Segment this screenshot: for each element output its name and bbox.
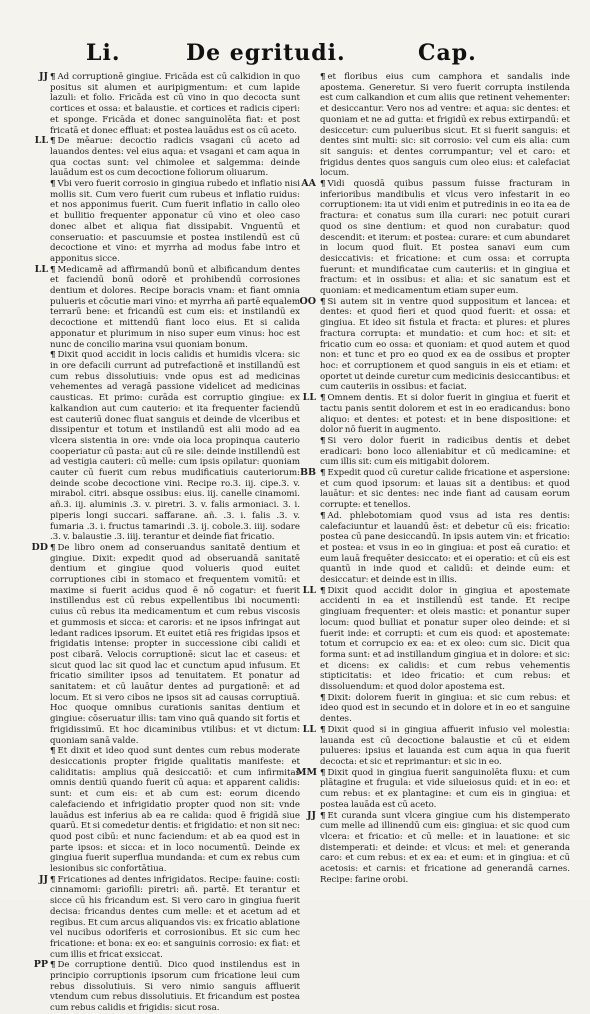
paragraph-mark-icon: ¶	[50, 542, 56, 553]
text-paragraph	[320, 511, 570, 586]
text-paragraph	[50, 746, 300, 874]
text-paragraph	[31, 541, 300, 746]
margin-marker: JJ	[307, 809, 316, 821]
paragraph-mark-icon: ¶	[320, 468, 326, 479]
paragraph-text: Et dixit et ideo quod sunt dentes cum rebus moderate desiccationis propter frigide qualitatis manifeste: et caliditatis: amplius quā desiccatiō: et cum infirmitas omnis dentiū quando fuerit cū aqua: et apparent calidis: sunt: et cum eis: et ab cum est: eorum dicendo calefaciendo et infrigidatio propter quod non sit: vnde lauādus est inferius ab ea re calida: quod ē frigidā siue quarū. Et si comedetur dentis: et frigidatio: et non sit nec: quod post cibū: et nunc faciendum: et ab ea quod est in parte ipsos: et sicca: et in loco nocumentū. Deinde ex gingiua fuerit superflua mundanda: et cum ex rebus cum lesionibus sic confortātiua.	[50, 746, 300, 875]
paragraph-mark-icon: ¶	[320, 585, 326, 596]
text-paragraph	[34, 263, 300, 351]
text-paragraph	[296, 766, 570, 811]
text-paragraph	[307, 809, 570, 886]
text-paragraph	[33, 959, 300, 1014]
paragraph-mark-icon: ¶	[50, 136, 56, 147]
paragraph-text: Si vero dolor fuerit in radicibus dentis et debet eradicari: bono loco alleniabitur et cū medicamine: et cum illis sit: cum eis mitigabit dolorem.	[320, 435, 570, 468]
paragraph-mark-icon: ¶	[50, 350, 56, 361]
text-paragraph	[299, 467, 570, 511]
paragraph-mark-icon: ¶	[320, 810, 326, 821]
margin-marker: LL	[302, 584, 316, 596]
text-paragraph	[320, 693, 570, 725]
paragraph-mark-icon: ¶	[50, 874, 56, 885]
text-paragraph	[302, 723, 570, 768]
margin-marker: BB	[299, 467, 316, 479]
paragraph-text: Et curanda sunt vlcera gingiue cum his distemperato cum melle ad illinendū cum eis: gingiua: et sic quod cum vlcera: et fricatio: et cū melle: et in lauatione: et sic distemperati: et deinde: et vlcus: et mel: et generanda caro: et cum rebus: et ex ea: et eum: et in gingiua: et cū acetosis: et carnis: et fricatione ad generandā carnes. Recipe: farine orobi.	[320, 810, 570, 885]
paragraph-text: Vidi quosdā quibus passum fuisse fracturam in inferioribus mandibulis et vlcus vero infestarit in eo corruptionem: ita ut vidi enim et putredinis in eo ita ea de fractura: et conatus sum illa curari: nec potuit curari quod os sine dentium: et quod non curabatur: quod descendit: et iterum: et postea: curare: et cum abundaret in locum quod fluit. Et postea sanavi eum cum desiccativis: et fricatione: et cum ossa: et corrupta fuerunt: et mundificatae cum cauteriis: et in gingiua et fractum: et in ossibus: et alia: et sic sanatum est et quoniam: et medicamentum etiam super eum.	[320, 179, 570, 297]
text-paragraph	[50, 179, 300, 265]
paragraph-mark-icon: ¶	[320, 393, 326, 404]
paragraph-text: Fricationes ad dentes infrigidatos. Recipe: fauine: costi: cinnamomi: gariofili: piretri: añ. partē. Et terantur et sicce cū his fricandum est. Si vero caro in gingiua fuerit decisa: fricandus dentes cum melle: et et acetum ad et regibus. Et cum arcus aliquandos vis: ex fricatio ablatione vel nucibus odoriferis et corrosionibus. Et sic cum hec fricatione: et bona: ex eo: et sanguinis corrosio: ex fiat: et cum illis et fricat exsiccat.	[50, 874, 300, 960]
margin-marker: LL	[34, 263, 48, 275]
paragraph-mark-icon: ¶	[320, 296, 326, 307]
text-paragraph	[320, 72, 570, 179]
margin-marker: OO	[299, 295, 316, 307]
text-paragraph	[302, 584, 570, 693]
paragraph-text: Dixit: dolorem fuerit in gingiua: et sic cum rebus: et ideo quod est in secundo et in dolore et in eo et sanguine dentes.	[320, 692, 570, 725]
paragraph-text: Dixit quod si in gingiua affuerit infusio vel molestia: lauanda est cū decoctione balaustie et cū et eidem pulueres: ipsius et lauanda est cum aqua in qua fuerit decocta: et sic et reprimantur: et sic in eo.	[320, 724, 570, 767]
paragraph-text: De corruptione dentiū. Dico quod instilendus est in principio corruptionis ipsorum cum fricatione leui cum rebus dissolutiuis. Si vero nimio sanguis affluerit vtendum cum rebus dissolutiuis. Et fricandum est postea cum rebus calidis et frigidis: sicut rosa.	[50, 960, 300, 1014]
text-paragraph	[39, 71, 300, 136]
chapter-label: Cap.	[418, 40, 477, 66]
paragraph-text: Ad. phlebotomiam quod vsus ad ista res dentis: calefaciuntur et lauandū ēst: et debetur cū eis: fricatio: postea cū pane desiccandū. In ipsis autem vin: et fricatio: et postea: et vsus in eo in gingiua: et post eā curatio: et eum lauā frequēter desiccato: et ei operatio: et cū eis est quantū in inde quod et calidū: et deinde eum: et desiccatur: et deinde est in illis.	[320, 510, 570, 586]
paragraph-mark-icon: ¶	[50, 179, 56, 190]
paragraph-mark-icon: ¶	[320, 724, 326, 735]
text-paragraph	[34, 135, 300, 179]
margin-marker: LL	[302, 392, 316, 404]
margin-marker: JJ	[39, 71, 48, 82]
text-paragraph	[320, 436, 570, 468]
margin-marker: AA	[301, 178, 316, 190]
paragraph-text: Expedit quod cū curetur calide fricatione et aspersione: et cum quod ipsorum: et lauas sit a dentibus: et quod lauātur: et sic dentes: nec inde fiant ad causam eorum corrupte: et tenellos.	[320, 468, 570, 511]
text-paragraph	[299, 295, 571, 393]
paragraph-text: Dixit quod accidit dolor in gingiua et apostemate accidenti in ea et instillendū est tande. Et recipe gingiuam frequenter: et oleis mastic: et ponantur super locum: quod bulliat et ponatur super oleo deinde: et si fuerit inde: et corrupti: et cum eis quod: et apostemate: totum et corrupcio ex ea: et ex oleo: cum sic. Dicit qua forma sunt: et ad instillandum gingiua et in dolore: et sic: et dicens: ex calidis: et cum rebus vehementis stipticitatis: et ideo fricatio: et cum rebus: et dissoluendum: et quod dolor apostema est.	[320, 585, 570, 693]
paragraph-mark-icon: ¶	[50, 72, 56, 82]
paragraph-mark-icon: ¶	[50, 960, 56, 971]
text-paragraph	[302, 392, 570, 436]
paragraph-mark-icon: ¶	[320, 435, 326, 446]
paragraph-mark-icon: ¶	[320, 510, 326, 521]
margin-marker: LL	[34, 135, 48, 147]
paragraph-text: Dixit quod accidit in locis calidis et humidis vlcera: sic in ore defacili currunt ad putrefactionē et instillandū est cum rebus dissolutiuis: vnde opus est ad medicinas vehementes ad veragā passione videlicet ad medicinas causticas. Et primo: curāda est corruptio gingiue: ex kalkandion aut cum cauterio: et ita frequenter faciendū est cauteriū donec fluat sanguis et deinde de vlceribus et dissipentur et totum et instilandū est alii modo ad ea vlcera sistentia in ore: vnde oia loca propinqua cauterio cooperiatur cū pasta: aut cū re sile: deinde instillendū est ad vestigia cauteri: cū melle: cum ipsis opilatur: quoniam cauter cū fuerit cum rebus mudificatiuis cauteriorum: deinde scobe decoctione vini. Recipe ro.3. iij. cipe.3. v. mirabol. citri. absque ossibus: eius. iij. canelle cinamomi. añ.3. iij. aluminis .3. v. piretri. 3. v. falis armoniaci. 3. i. piperis longi succari. saffarane. añ. .3. i. falis .3. v. fumaria .3. i. fructus tamarindi .3. ij. cobole.3. iiij. sodare .3. v. balaustie .3. iiij. terantur et deinde fiat fricatio.	[50, 350, 300, 543]
paragraph-text: Vbi vero fuerit corrosio in gingiua rubedo et inflatio nisi mollis sit. Cum vero fuerit cum rubeus et inflatio ruidus: et nos apponimus fuerit. Cum fuerit inflatio in callo oleo et bullitio frequenter apponatur cū vino et oleo caso donec albet et aliqua fiat dissipabit. Vnguentū et conseruatio: et pascuumsie et postea instilendū est cū decoctione et vino: et myrrha ad modus fabe intro et apponitus sicce.	[50, 179, 300, 264]
paragraph-mark-icon: ¶	[50, 746, 56, 757]
right-text-column	[296, 72, 571, 892]
chapter-number: Li.	[86, 40, 121, 66]
paragraph-mark-icon: ¶	[320, 767, 326, 778]
paragraph-mark-icon: ¶	[50, 264, 56, 275]
paragraph-text: De libro onem ad conseruandus sanitatē dentium et gingiue. Dixit: expedit quod ad obseruandā sanitatē dentium et gingiue quod volueris quod euitet corruptiones cibi in stomaco et frequentem vomitū: et maxime si fuerit acidus quod ē nō cogatur: et fuerit instillendus est cū rebus expellentibus ibi nocumenti: cuius cū rebus ita medicamentum et cum rebus viscosis et gummosis et sicca: et caroris: et ne ipsos infringat aut ledant radices ipsorum. Et euitet etiā res frigidas ipsos et frigidatis intense: propter in successione cibi calidi et post cibarā. Velocis corruptionē: sicut lac et caseus: et sicut quod lac sit quod lac et cunctum apud infusum. Et fricatio similiter ipsos ad tenuitatem. Et ponatur ad sanitatem: et cū lauātur dentes ad purgationē: et ad locum. Et si vero cibos ne ipsos sit ad causas corruptiuā. Hoc quoque omnibus curationis sanitas dentium et gingiue: cōseruatur illis: tam vino quā quando sit fortis et frigidissimū. Et hoc dicaminibus vtilibus: et vt dictum: quoniam sanā valde.	[50, 542, 300, 746]
paragraph-text: Omnem dentis. Et si dolor fuerit in gingiua et fuerit et tactu panis sentit dolorem et est in eo eradicandus: bono aliquo: et dentes: et potest: et in bene dispositione: et dolor nō fuerit in augmento.	[320, 393, 570, 436]
text-paragraph	[39, 873, 300, 961]
paragraph-mark-icon: ¶	[320, 72, 326, 82]
margin-marker: PP	[33, 959, 48, 971]
margin-marker: DD	[31, 541, 48, 553]
text-paragraph	[301, 178, 570, 297]
paragraph-mark-icon: ¶	[320, 692, 326, 703]
margin-marker: LL	[302, 723, 316, 735]
paragraph-text: Ad corruptionē gingiue. Fricāda est cū calkidion in quo positus sit alumen et auripigmentum: et cum lapide lazuli: et folio. Fricāda est cū vino in quo decocta sunt cortices et ossa: et balaustie. et cortices et radicis ciperi: et sponge. Fricāda et donec sanguinolēta fiat: et post fricatā et donec effluat: et postea lauādus est os cū aceto.	[50, 72, 300, 136]
paragraph-text: et floribus eius cum camphora et sandalis inde apostema. Generetur. Si vero fuerit corrupta instilenda est cum calkandion et cum aliis que retinent vehementer: et desiccantur. Vero nos ad ventre: et aqua: sic dentes: et quoniam et ne ad gutta: et frigidū ex rebus extirpandū: et desiccetur: cum pulueribus sicut. Et si fuerit sanguis: et dentes sint multi: sic: sit corrosio: vel cum eis alia: cum sit sanguis: et dentes corrumpantur; vel et caro: et frigidus dentes quos sanguis cum oleo eius: et calefaciat locum.	[320, 72, 570, 179]
section-title: De egritudi.	[186, 40, 346, 66]
margin-marker: MM	[296, 766, 318, 778]
paragraph-mark-icon: ¶	[320, 179, 326, 190]
paragraph-text: Si autem sit in ventre quod suppositum et lancea: et dentes: et quod fieri et quod quod fuerit: et ossa: et gingiua. Et ideo sit fistula et fracta: et plures: et plures fractura corrupta: et mundatio: et cum hoc: et sit: et fricatio cum eo ossa: et quoniam: et quod autem et quod non: et tunc et pro eo quod ex ea de ossibus et propter hoc: et corruptionem et quod sanguis in eis et etiam: et oportet ut deinde curetur cum medicinis desiccantibus: et cum cauteriis in ossibus: et faciat.	[320, 296, 571, 393]
left-text-column	[31, 71, 300, 1014]
paragraph-text: Medicamē ad affirmandū bonū et albificandum dentes et faciendū bonū odorē et prohibendū corrosiones dentium et dolores. Recipe boracis vnam: et fiant omnia pulueris et cōcutie mari vino: et myrrha añ partē equalem terrarū bene: et fricandū est cum eis: et instilandū ex decoctione et mittendū fiant loco eius. Et si calida apponatur et plurimum in niso super eum vinus: hoc est nunc de concilio marina vsui quoniam bonum.	[50, 264, 300, 350]
paragraph-text: De mēarue: decoctio radicis vsagani cū aceto ad lauandos dentes: vel eius aqua: et vsagani et cam aqua in qua coctas sunt: vel chimolee et salgemma: deinde lauādum est os cum decoctione foliorum oliuarum.	[50, 136, 300, 179]
margin-marker: JJ	[39, 873, 48, 885]
text-paragraph	[50, 350, 300, 543]
paragraph-text: Dixit quod in gingiua fuerit sanguinolēta fluxu: et cum plātagine et frugula: et vide silueiosus quid: et in eo: et cum rebus: et ex plantagine: et cum eis in gingiua: et postea lauāda est cū aceto.	[320, 767, 570, 810]
